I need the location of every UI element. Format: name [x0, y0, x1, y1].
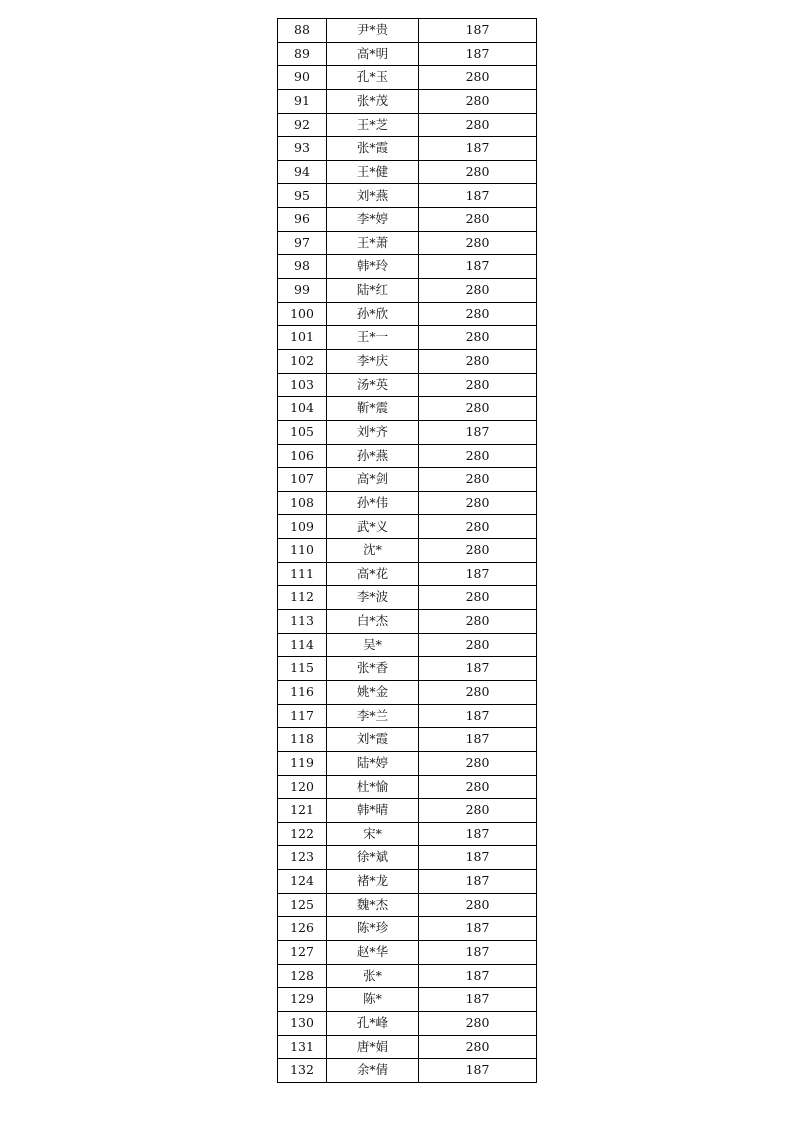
amount-cell: 187 — [419, 255, 537, 279]
row-number-cell: 120 — [278, 775, 327, 799]
name-cell: 韩*玲 — [327, 255, 419, 279]
table-row — [278, 184, 537, 208]
name-cell: 李*波 — [327, 586, 419, 610]
row-number-cell: 89 — [278, 42, 327, 66]
table-row — [278, 633, 537, 657]
amount-cell: 280 — [419, 515, 537, 539]
row-number-cell: 114 — [278, 633, 327, 657]
row-number-cell: 115 — [278, 657, 327, 681]
amount-cell: 187 — [419, 1059, 537, 1083]
amount-cell: 187 — [419, 846, 537, 870]
table-row — [278, 940, 537, 964]
name-cell: 陆*红 — [327, 279, 419, 303]
amount-cell: 280 — [419, 66, 537, 90]
table-row — [278, 113, 537, 137]
row-number-cell: 100 — [278, 302, 327, 326]
amount-cell: 280 — [419, 680, 537, 704]
row-number-cell: 106 — [278, 444, 327, 468]
table-row — [278, 42, 537, 66]
amount-cell: 187 — [419, 704, 537, 728]
row-number-cell: 90 — [278, 66, 327, 90]
row-number-cell: 107 — [278, 468, 327, 492]
name-cell: 白*杰 — [327, 610, 419, 634]
amount-cell: 280 — [419, 468, 537, 492]
table-row — [278, 988, 537, 1012]
name-cell: 杜*愉 — [327, 775, 419, 799]
name-cell: 陈* — [327, 988, 419, 1012]
name-cell: 张*霞 — [327, 137, 419, 161]
row-number-cell: 94 — [278, 160, 327, 184]
amount-cell: 280 — [419, 775, 537, 799]
amount-cell: 187 — [419, 728, 537, 752]
amount-cell: 187 — [419, 420, 537, 444]
amount-cell: 280 — [419, 231, 537, 255]
amount-cell: 187 — [419, 964, 537, 988]
row-number-cell: 112 — [278, 586, 327, 610]
row-number-cell: 123 — [278, 846, 327, 870]
name-cell: 赵*华 — [327, 940, 419, 964]
table-row — [278, 160, 537, 184]
row-number-cell: 95 — [278, 184, 327, 208]
name-cell: 魏*杰 — [327, 893, 419, 917]
name-cell: 褚*龙 — [327, 870, 419, 894]
amount-cell: 280 — [419, 1011, 537, 1035]
amount-cell: 280 — [419, 279, 537, 303]
name-cell: 刘*燕 — [327, 184, 419, 208]
amount-cell: 187 — [419, 657, 537, 681]
row-number-cell: 102 — [278, 349, 327, 373]
table-row — [278, 302, 537, 326]
row-number-cell: 99 — [278, 279, 327, 303]
name-cell: 姚*金 — [327, 680, 419, 704]
table-row — [278, 397, 537, 421]
table-row — [278, 846, 537, 870]
name-cell: 王*萧 — [327, 231, 419, 255]
row-number-cell: 124 — [278, 870, 327, 894]
table-row — [278, 893, 537, 917]
table-row — [278, 444, 537, 468]
row-number-cell: 108 — [278, 491, 327, 515]
table-row — [278, 231, 537, 255]
table-row — [278, 586, 537, 610]
row-number-cell: 117 — [278, 704, 327, 728]
table-row — [278, 137, 537, 161]
name-cell: 李*兰 — [327, 704, 419, 728]
name-cell: 吴* — [327, 633, 419, 657]
amount-cell: 187 — [419, 940, 537, 964]
amount-cell: 280 — [419, 397, 537, 421]
row-number-cell: 103 — [278, 373, 327, 397]
amount-cell: 187 — [419, 19, 537, 43]
table-row — [278, 751, 537, 775]
table-row — [278, 89, 537, 113]
name-cell: 张* — [327, 964, 419, 988]
roster-table — [277, 18, 537, 1083]
row-number-cell: 105 — [278, 420, 327, 444]
amount-cell: 187 — [419, 988, 537, 1012]
row-number-cell: 132 — [278, 1059, 327, 1083]
amount-cell: 187 — [419, 42, 537, 66]
table-row — [278, 1059, 537, 1083]
table-row — [278, 326, 537, 350]
table-row — [278, 562, 537, 586]
table-row — [278, 870, 537, 894]
table-row — [278, 917, 537, 941]
name-cell: 孔*玉 — [327, 66, 419, 90]
amount-cell: 280 — [419, 799, 537, 823]
row-number-cell: 125 — [278, 893, 327, 917]
name-cell: 靳*震 — [327, 397, 419, 421]
table-row — [278, 515, 537, 539]
amount-cell: 280 — [419, 302, 537, 326]
amount-cell: 280 — [419, 208, 537, 232]
name-cell: 孙*伟 — [327, 491, 419, 515]
amount-cell: 280 — [419, 113, 537, 137]
table-row — [278, 964, 537, 988]
table-row — [278, 279, 537, 303]
row-number-cell: 96 — [278, 208, 327, 232]
name-cell: 徐*斌 — [327, 846, 419, 870]
amount-cell: 280 — [419, 373, 537, 397]
table-row — [278, 799, 537, 823]
table-row — [278, 610, 537, 634]
table-row — [278, 704, 537, 728]
row-number-cell: 126 — [278, 917, 327, 941]
name-cell: 孔*峰 — [327, 1011, 419, 1035]
amount-cell: 280 — [419, 444, 537, 468]
table-row — [278, 208, 537, 232]
name-cell: 陆*婷 — [327, 751, 419, 775]
table-row — [278, 657, 537, 681]
row-number-cell: 121 — [278, 799, 327, 823]
row-number-cell: 122 — [278, 822, 327, 846]
name-cell: 高*剑 — [327, 468, 419, 492]
row-number-cell: 130 — [278, 1011, 327, 1035]
row-number-cell: 97 — [278, 231, 327, 255]
amount-cell: 187 — [419, 184, 537, 208]
row-number-cell: 128 — [278, 964, 327, 988]
name-cell: 张*香 — [327, 657, 419, 681]
row-number-cell: 109 — [278, 515, 327, 539]
row-number-cell: 111 — [278, 562, 327, 586]
table-row — [278, 1035, 537, 1059]
name-cell: 高*花 — [327, 562, 419, 586]
name-cell: 孙*欣 — [327, 302, 419, 326]
amount-cell: 280 — [419, 539, 537, 563]
name-cell: 余*倩 — [327, 1059, 419, 1083]
amount-cell: 280 — [419, 160, 537, 184]
row-number-cell: 116 — [278, 680, 327, 704]
row-number-cell: 131 — [278, 1035, 327, 1059]
name-cell: 沈* — [327, 539, 419, 563]
row-number-cell: 91 — [278, 89, 327, 113]
name-cell: 张*茂 — [327, 89, 419, 113]
row-number-cell: 104 — [278, 397, 327, 421]
row-number-cell: 110 — [278, 539, 327, 563]
row-number-cell: 113 — [278, 610, 327, 634]
amount-cell: 280 — [419, 89, 537, 113]
table-row — [278, 680, 537, 704]
name-cell: 尹*贵 — [327, 19, 419, 43]
amount-cell: 280 — [419, 893, 537, 917]
amount-cell: 280 — [419, 586, 537, 610]
row-number-cell: 118 — [278, 728, 327, 752]
roster-table-container — [277, 18, 536, 1083]
name-cell: 汤*英 — [327, 373, 419, 397]
amount-cell: 280 — [419, 751, 537, 775]
name-cell: 王*健 — [327, 160, 419, 184]
amount-cell: 280 — [419, 326, 537, 350]
table-row — [278, 66, 537, 90]
roster-table-body — [278, 19, 537, 1083]
name-cell: 陈*珍 — [327, 917, 419, 941]
name-cell: 唐*娟 — [327, 1035, 419, 1059]
row-number-cell: 88 — [278, 19, 327, 43]
row-number-cell: 92 — [278, 113, 327, 137]
name-cell: 宋* — [327, 822, 419, 846]
row-number-cell: 98 — [278, 255, 327, 279]
name-cell: 武*义 — [327, 515, 419, 539]
row-number-cell: 119 — [278, 751, 327, 775]
row-number-cell: 127 — [278, 940, 327, 964]
amount-cell: 187 — [419, 870, 537, 894]
name-cell: 王*一 — [327, 326, 419, 350]
row-number-cell: 93 — [278, 137, 327, 161]
name-cell: 李*庆 — [327, 349, 419, 373]
table-row — [278, 539, 537, 563]
name-cell: 孙*燕 — [327, 444, 419, 468]
name-cell: 刘*霞 — [327, 728, 419, 752]
table-row — [278, 19, 537, 43]
table-row — [278, 349, 537, 373]
table-row — [278, 775, 537, 799]
name-cell: 高*明 — [327, 42, 419, 66]
row-number-cell: 129 — [278, 988, 327, 1012]
table-row — [278, 822, 537, 846]
name-cell: 李*婷 — [327, 208, 419, 232]
amount-cell: 280 — [419, 610, 537, 634]
name-cell: 王*芝 — [327, 113, 419, 137]
row-number-cell: 101 — [278, 326, 327, 350]
table-row — [278, 373, 537, 397]
table-row — [278, 728, 537, 752]
amount-cell: 280 — [419, 633, 537, 657]
table-row — [278, 1011, 537, 1035]
amount-cell: 187 — [419, 137, 537, 161]
amount-cell: 280 — [419, 349, 537, 373]
name-cell: 韩*晴 — [327, 799, 419, 823]
table-row — [278, 255, 537, 279]
amount-cell: 280 — [419, 1035, 537, 1059]
amount-cell: 280 — [419, 491, 537, 515]
amount-cell: 187 — [419, 562, 537, 586]
table-row — [278, 420, 537, 444]
name-cell: 刘*齐 — [327, 420, 419, 444]
amount-cell: 187 — [419, 917, 537, 941]
table-row — [278, 468, 537, 492]
amount-cell: 187 — [419, 822, 537, 846]
table-row — [278, 491, 537, 515]
